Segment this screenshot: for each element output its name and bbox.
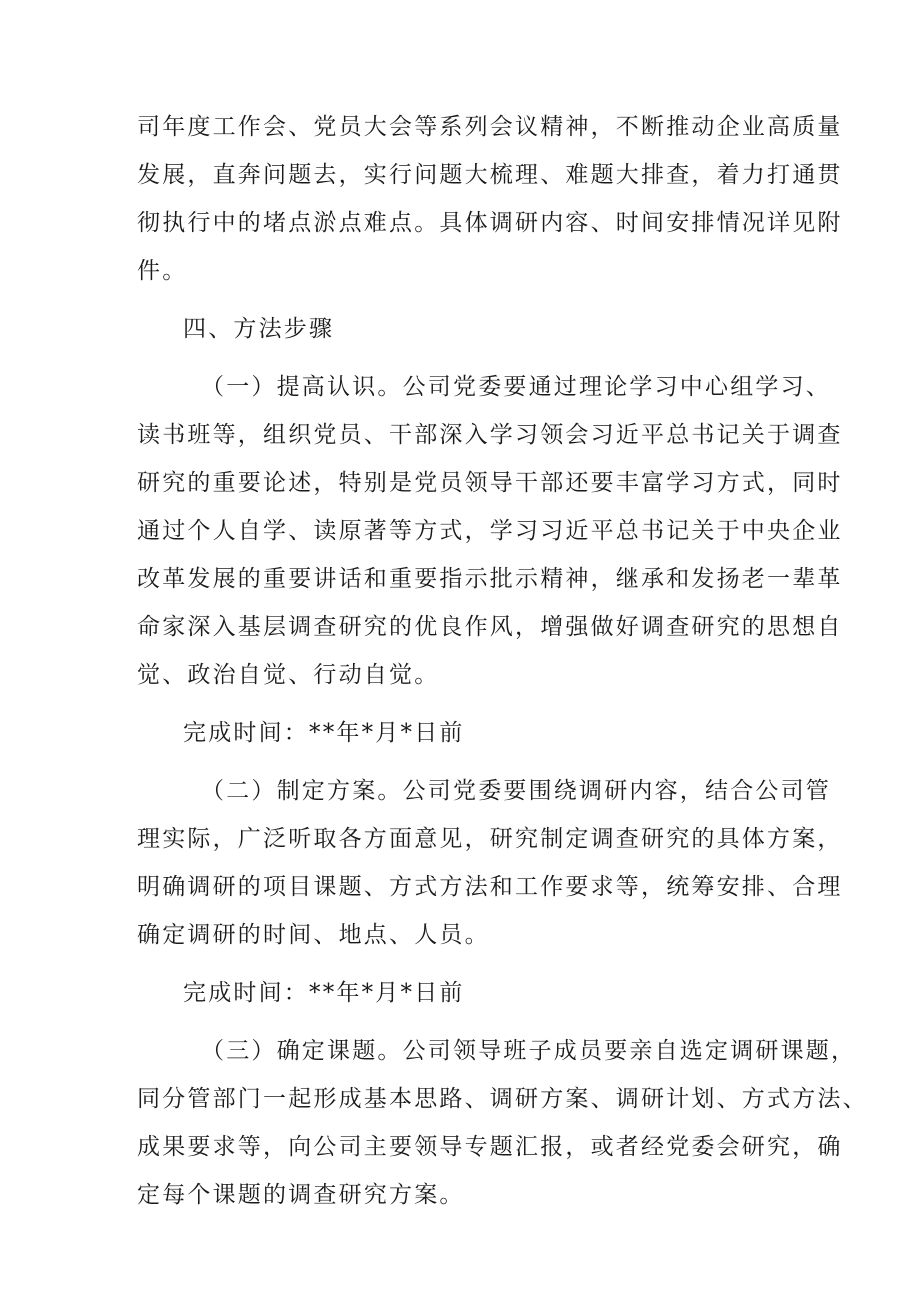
- text-line: 通过个人自学、读原著等方式，学习习近平总书记关于中央企业: [137, 518, 843, 544]
- text-line: 定每个课题的调查研究方案。: [137, 1182, 465, 1208]
- paragraph-step-1: [137, 363, 843, 699]
- section-heading-text: 四、方法步骤: [183, 316, 335, 342]
- text-line: 理实际，广泛听取各方面意见，研究制定调查研究的具体方案，: [137, 826, 843, 852]
- section-heading: [137, 305, 797, 353]
- text-line: 成果要求等，向公司主要领导专题汇报，或者经党委会研究，确: [137, 1134, 843, 1160]
- text-line: （三）确定课题。公司领导班子成员要亲自选定调研课题，: [201, 1038, 857, 1064]
- text-line: 觉、政治自觉、行动自觉。: [137, 662, 440, 688]
- deadline-text: 完成时间：**年*月*日前: [183, 980, 465, 1006]
- text-line: 件。: [137, 258, 188, 284]
- text-line: 研究的重要论述，特别是党员领导干部还要丰富学习方式，同时: [137, 470, 843, 496]
- deadline-line: [137, 709, 797, 757]
- deadline-line: [137, 969, 797, 1017]
- text-line: 彻执行中的堵点淤点难点。具体调研内容、时间安排情况详见附: [137, 210, 843, 236]
- text-line: 发展，直奔问题去，实行问题大梳理、难题大排查，着力打通贯: [137, 162, 843, 188]
- paragraph-step-3: [137, 1027, 868, 1219]
- paragraph-continuation: [137, 103, 843, 295]
- text-line: 司年度工作会、党员大会等系列会议精神，不断推动企业高质量: [137, 114, 843, 140]
- text-line: （一）提高认识。公司党委要通过理论学习中心组学习、: [201, 374, 831, 400]
- text-line: （二）制定方案。公司党委要围绕调研内容，结合公司管: [201, 778, 831, 804]
- text-line: 读书班等，组织党员、干部深入学习领会习近平总书记关于调查: [137, 422, 843, 448]
- text-line: 改革发展的重要讲话和重要指示批示精神，继承和发扬老一辈革: [137, 566, 843, 592]
- text-line: 同分管部门一起形成基本思路、调研方案、调研计划、方式方法、: [137, 1086, 868, 1112]
- document-body: [137, 103, 868, 1219]
- deadline-text: 完成时间：**年*月*日前: [183, 720, 465, 746]
- text-line: 命家深入基层调查研究的优良作风，增强做好调查研究的思想自: [137, 614, 843, 640]
- paragraph-step-2: [137, 767, 843, 959]
- text-line: 明确调研的项目课题、方式方法和工作要求等，统筹安排、合理: [137, 874, 843, 900]
- text-line: 确定调研的时间、地点、人员。: [137, 922, 490, 948]
